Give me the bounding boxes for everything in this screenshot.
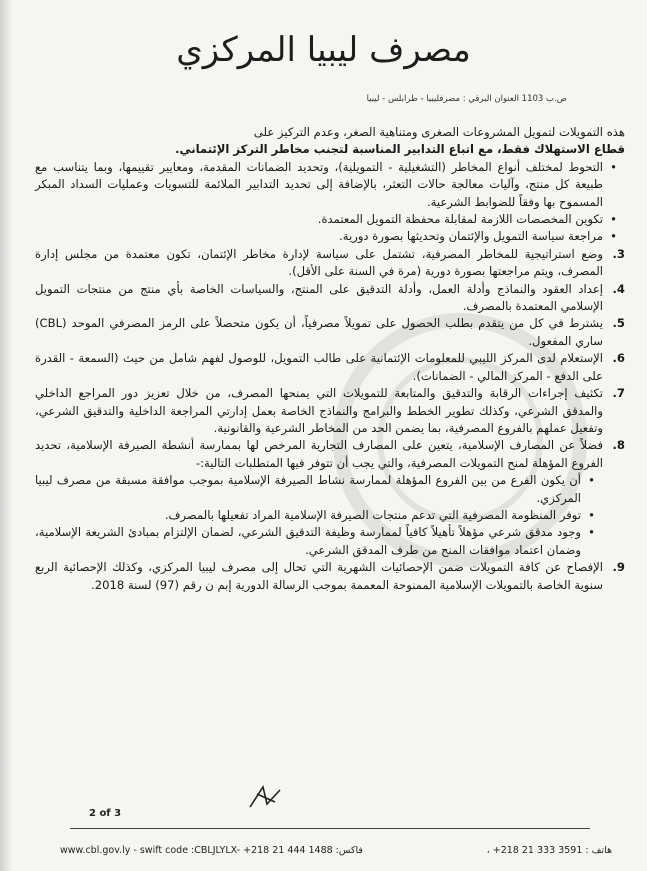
item-number: 7. — [612, 386, 625, 401]
numbered-item-5 — [35, 315, 625, 350]
intro-line-2: قطاع الاستهلاك فقط، مع اتباع التدابير المناسبة لتجنب مخاطر التركز الإئتماني. — [175, 142, 625, 157]
page-edge-shadow — [0, 0, 12, 871]
footer — [60, 845, 612, 856]
item-text: وضع استراتيجية للمخاطر المصرفية، تشتمل على سياسة لإدارة مخاطر الإئتمان، تكون معتمدة من مجلس إدارة المصرف، ويتم مراجعتها بصورة دورية (مرة في السنة على الأقل). — [35, 246, 603, 279]
list-item: • وجود مدقق شرعي مؤهلاً تأهيلاً كافياً لممارسة وظيفة التدقيق الشرعي، لضمان الإلتزام بمبادئ الشريعة الإسلامية، وضمان اعتماد موافقات المنح من طرف المدقق الشرعي. — [35, 524, 603, 559]
footer-contact-left: www.cbl.gov.ly - swift code :CBLJLYLX- +218 21 444 1488 :فاكس — [60, 845, 363, 856]
numbered-item-6 — [35, 350, 625, 385]
numbered-item-7 — [35, 385, 625, 437]
item-text: تكثيف إجراءات الرقابة والتدقيق والمتابعة للتمويلات التي يمنحها المصرف، من خلال تعزيز دور المراجع الداخلي والمدقق الشرعي، وكذلك تطوير الخطط والبرامج والنماذج الخاصة بعمل إدارتي المراجعة الداخلية والتدقيق الشرعي، وتفعيل عملهم بالفروع المصرفية، بما يضمن الحد من المخاطر الشرعية والقانونية. — [35, 386, 603, 435]
item-number: 8. — [612, 438, 625, 453]
list-item: • مراجعة سياسة التمويل والإئتمان وتحديثها بصورة دورية. — [35, 228, 625, 245]
letterhead-address: ص.ب 1103 العنوان البرقي : مصرفليبيا - طرابلس - ليبيا — [366, 94, 567, 104]
numbered-item-8 — [35, 437, 625, 472]
item-number: 9. — [612, 560, 625, 575]
footer-contact-right: هاتف : 3591 333 21 218+ ، — [486, 845, 612, 856]
numbered-item-9 — [35, 559, 625, 594]
item-text: فضلاً عن المصارف الإسلامية، يتعين على المصارف التجارية المرخص لها بممارسة أنشطة الصيرفة الإسلامية، تحديد الفروع المؤهلة لمنح التمويلات المصرفية، والتي يجب أن تتوفر فيها المتطلبات التالية:- — [35, 438, 603, 470]
item-text: يشترط في كل من يتقدم بطلب الحصول على تمويلاً مصرفياً، أن يكون متحصلاً على الرمز المصرفي الموحد (CBL) ساري المفعول. — [35, 316, 603, 348]
numbered-item-4 — [35, 281, 625, 316]
letterhead — [0, 0, 647, 114]
signature-icon — [245, 782, 285, 812]
item-text: الإفصاح عن كافة التمويلات ضمن الإحصائيات الشهرية التي تحال إلى مصرف ليبيا المركزي، وكذلك الإحصائية الربع سنوية الخاصة بالتمويلات الإسلامية الممنوحة المعممة بموجب الرسالة الدورية إبم ن رقم (97) لسنة 2018. — [35, 560, 603, 592]
footer-divider — [70, 828, 590, 829]
intro-line-1: هذه التمويلات لتمويل المشروعات الصغرى ومتناهية الصغر، وعدم التركيز على — [253, 125, 625, 139]
item-number: 5. — [612, 316, 625, 331]
letter-body — [35, 124, 625, 594]
item-text: الإستعلام لدى المركز الليبي للمعلومات الإئتمانية على طالب التمويل، للوصول لفهم شامل من حيث (السمعة - القدرة على الدفع - المركز المالي - الضمانات). — [35, 351, 603, 383]
page-number: 2 of 3 — [89, 808, 122, 819]
list-item: • التحوط لمختلف أنواع المخاطر (التشغيلية - التمويلية)، وتحديد الضمانات المقدمة، ومعايير تقييمها، وبما يتناسب مع طبيعة كل منتج، وآليات معالجة حالات التعثر، بالإضافة إلى تحديد التدابير الملائمة للتسويات وعمليات السداد المبكر المسموح بها وفقاً للضوابط الشرعية. — [35, 159, 625, 211]
numbered-item-3 — [35, 246, 625, 281]
item-text: إعداد العقود والنماذج وأدلة العمل، وأدلة التدقيق على المنتج، والسياسات الخاصة بأي منتج من منتجات التمويل الإسلامي المعتمدة بالمصرف. — [35, 281, 603, 314]
item-number: 6. — [612, 351, 625, 366]
item-number: 3. — [612, 246, 625, 261]
list-item: • تكوين المخصصات اللازمة لمقابلة محفظة التمويل المعتمدة. — [35, 211, 625, 228]
list-item: • أن يكون الفرع من بين الفروع المؤهلة لممارسة نشاط الصيرفة الإسلامية بموجب موافقة مسبقة من مصرف ليبيا المركزي. — [35, 472, 603, 507]
item-number: 4. — [612, 281, 625, 296]
bank-logo-text: مصرف ليبيا المركزي — [176, 30, 471, 70]
list-item: • توفر المنظومة المصرفية التي تدعم منتجات الصيرفة الإسلامية المراد تفعيلها بالمصرف. — [35, 507, 603, 524]
